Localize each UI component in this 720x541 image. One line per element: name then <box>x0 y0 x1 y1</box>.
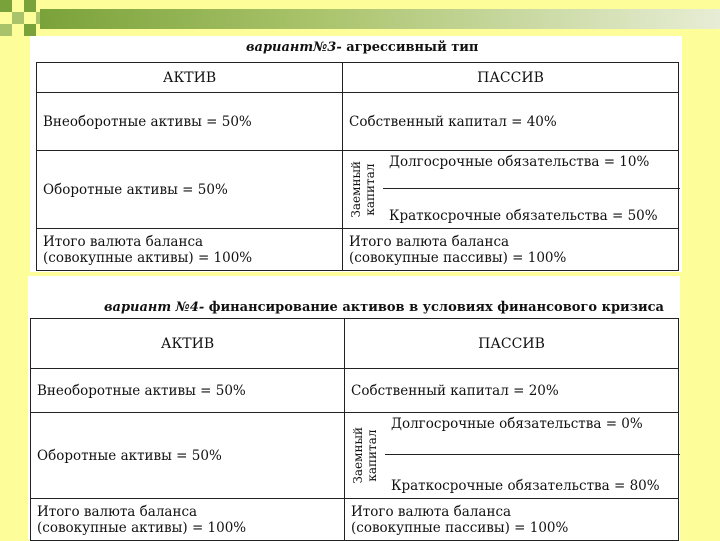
decor-square <box>12 12 24 24</box>
decor-square <box>24 0 36 12</box>
total-assets-line2: (совокупные активы) = 100% <box>43 249 253 266</box>
total-liabilities-line1: Итого валюта баланса <box>351 503 512 520</box>
liabilities-divider <box>385 454 680 455</box>
borrowed-capital-label <box>345 414 385 498</box>
current-assets: Оборотные активы = 50% <box>31 413 345 499</box>
decor-square <box>0 0 12 12</box>
borrowed-capital-label <box>343 152 383 228</box>
total-liabilities-line1: Итого валюта баланса <box>349 233 510 250</box>
total-assets-line2: (совокупные активы) = 100% <box>37 519 247 536</box>
equity: Собственный капитал = 40% <box>343 93 679 151</box>
borrowed-label-line2: капитал <box>365 429 379 482</box>
borrowed-label-line1: Заемный <box>351 427 365 484</box>
variant3-caption <box>246 40 478 55</box>
variant3-caption-text: агрессивный тип <box>341 40 479 55</box>
variant4-caption <box>104 300 664 315</box>
total-assets <box>37 229 343 271</box>
decor-square <box>0 24 12 36</box>
current-assets: Оборотные активы = 50% <box>37 151 343 229</box>
variant4-caption-text: финансирование активов в условиях финансового кризиса <box>204 300 664 315</box>
variant3-balance-table <box>36 62 679 271</box>
total-assets <box>31 499 345 541</box>
noncurrent-assets: Внеоборотные активы = 50% <box>31 369 345 413</box>
variant4-caption-number: вариант №4- <box>104 300 205 315</box>
longterm-liabilities: Долгосрочные обязательства = 0% <box>391 415 643 432</box>
decor-square <box>24 24 36 36</box>
total-liabilities-line2: (совокупные пассивы) = 100% <box>349 249 567 266</box>
variant3-caption-number: вариант№3- <box>246 40 342 55</box>
liability-header: ПАССИВ <box>345 319 679 369</box>
borrowed-label-line2: капитал <box>363 163 377 216</box>
asset-header: АКТИВ <box>37 63 343 93</box>
total-liabilities-line2: (совокупные пассивы) = 100% <box>351 519 569 536</box>
noncurrent-assets: Внеоборотные активы = 50% <box>37 93 343 151</box>
borrowed-capital-cell <box>343 151 679 229</box>
borrowed-label-line1: Заемный <box>349 161 363 218</box>
total-assets-line1: Итого валюта баланса <box>37 503 198 520</box>
variant4-balance-table <box>30 318 679 541</box>
shortterm-liabilities: Краткосрочные обязательства = 80% <box>391 477 660 494</box>
longterm-liabilities: Долгосрочные обязательства = 10% <box>389 153 650 170</box>
total-liabilities <box>345 499 679 541</box>
shortterm-liabilities: Краткосрочные обязательства = 50% <box>389 207 658 224</box>
equity: Собственный капитал = 20% <box>345 369 679 413</box>
liabilities-divider <box>383 188 680 189</box>
decor-top-bar <box>40 9 720 29</box>
liability-header: ПАССИВ <box>343 63 679 93</box>
total-assets-line1: Итого валюта баланса <box>43 233 204 250</box>
total-liabilities <box>343 229 679 271</box>
asset-header: АКТИВ <box>31 319 345 369</box>
borrowed-capital-cell <box>345 413 679 499</box>
